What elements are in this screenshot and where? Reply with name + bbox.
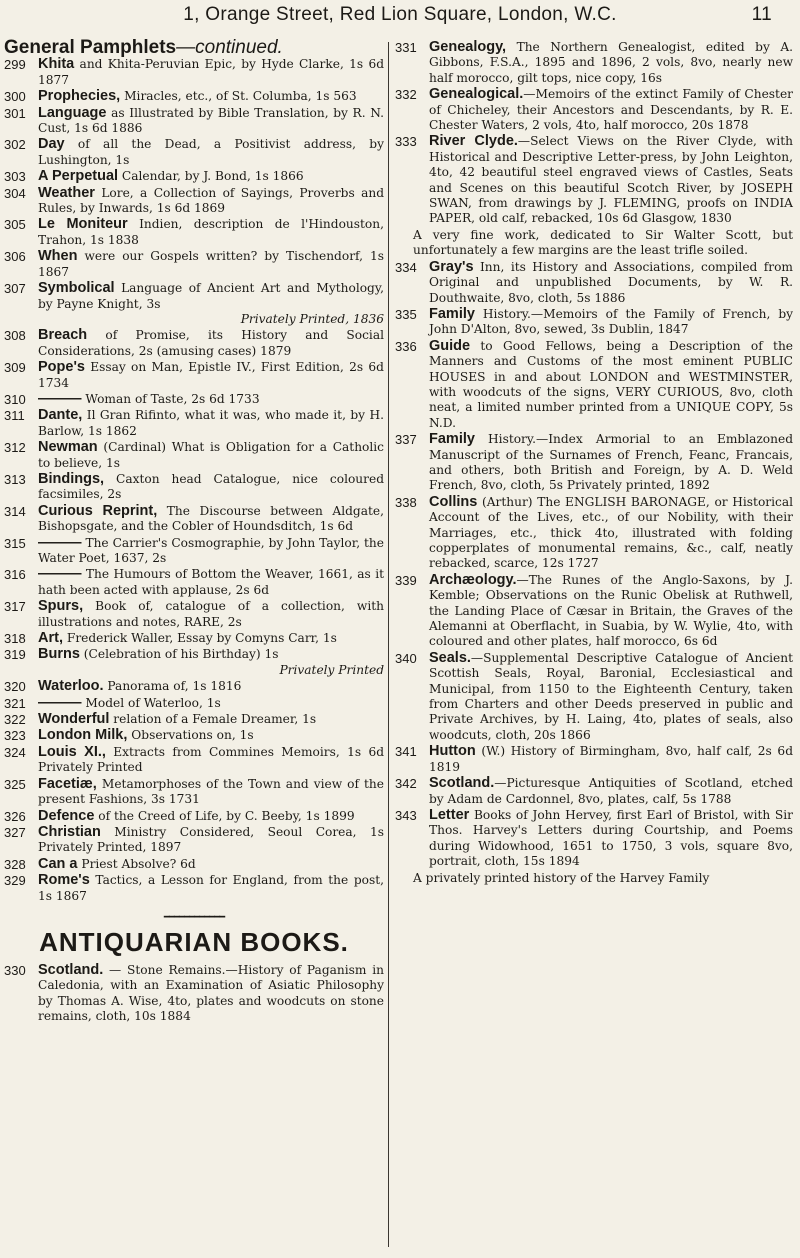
entry-text: relation of a Female Dreamer, 1s	[109, 712, 317, 727]
catalogue-entry	[395, 808, 793, 870]
entry-number: 326	[4, 808, 26, 824]
entry-text: Priest Absolve? 6d	[77, 856, 196, 871]
catalogue-entry	[395, 776, 793, 807]
entry-keyword: Facetiæ,	[38, 775, 97, 792]
entry-number: 320	[4, 679, 26, 695]
catalogue-entry	[4, 647, 384, 678]
entry-imprint: Privately Printed, 1836	[240, 311, 384, 326]
entry-text: of all the Dead, a Positivist address, by Lushington, 1s	[38, 137, 384, 167]
entry-keyword: Defence	[38, 807, 95, 824]
entry-text: Miracles, etc., of St. Columba, 1s 563	[120, 89, 357, 104]
catalogue-entry	[395, 744, 793, 775]
entry-keyword: Seals.	[429, 649, 471, 666]
entry-number: 310	[4, 391, 26, 407]
catalogue-entry	[395, 495, 793, 572]
entry-keyword: Curious Reprint,	[38, 502, 158, 519]
entry-keyword: Guide	[429, 337, 471, 354]
entry-number: 332	[395, 87, 417, 103]
catalogue-entry	[395, 432, 793, 494]
entry-keyword: Genealogy,	[429, 39, 507, 55]
catalogue-entry	[395, 651, 793, 743]
entry-text: Panorama of, 1s 1816	[103, 679, 242, 694]
entry-text: (Arthur) The ENGLISH BARONAGE, or Historical Account of the Lives, etc., of our Nobility, with their Marriages, etc., thick 4to, illustrated with folding copperplates of monumental remains, &c., calf, neatly rebacked, scarce, 12s 1727	[429, 494, 793, 571]
entry-text: History.—Index Armorial to an Emblazoned Manuscript of the Surnames of French, Feanc, Francais, and others, both British and Foreign, by A. D. Weld French, 8vo, cloth, 5s Privately printed, 1892	[429, 432, 793, 493]
entry-number: 309	[4, 360, 26, 376]
catalogue-note: A privately printed history of the Harvey Family	[413, 870, 710, 885]
entry-keyword: Family	[429, 431, 475, 448]
entry-number: 319	[4, 647, 26, 663]
section-heading-title: General Pamphlets	[4, 37, 177, 58]
entry-text: Metamorphoses of the Town and view of the present Fashions, 3s 1731	[38, 776, 384, 807]
entry-keyword: Christian	[38, 823, 101, 840]
entry-number: 324	[4, 744, 26, 760]
catalogue-entry	[4, 440, 384, 471]
catalogue-entry	[4, 873, 384, 904]
entry-keyword: Le Moniteur	[38, 216, 128, 233]
entry-keyword: Scotland.	[429, 775, 495, 792]
entry-text: Woman of Taste, 2s 6d 1733	[81, 391, 260, 406]
entry-keyword: ———	[38, 566, 82, 583]
entry-number: 340	[395, 650, 417, 666]
entry-number: 331	[395, 40, 417, 55]
catalogue-entry	[4, 599, 384, 630]
entry-keyword: London Milk,	[38, 727, 128, 744]
entry-keyword: Khita	[38, 56, 75, 73]
entry-keyword: Letter	[429, 806, 470, 823]
entry-keyword: Wonderful	[38, 711, 110, 728]
entry-text: Caxton head Catalogue, nice coloured facsimiles, 2s	[38, 471, 384, 502]
entry-keyword: ———	[38, 534, 82, 551]
catalogue-entry	[395, 260, 793, 306]
entry-text: (Celebration of his Birthday) 1s	[79, 647, 279, 662]
entry-number: 312	[4, 440, 26, 456]
catalogue-entry	[4, 360, 384, 391]
entry-text: — Stone Remains.—History of Paganism in Caledonia, with an Examination of Asiatic Philosophy by Thomas A. Wise, 4to, plates and woodcuts on stone remains, cloth, 10s 1884	[38, 962, 384, 1023]
entry-number: 339	[395, 572, 417, 588]
entry-keyword: Rome's	[38, 872, 90, 889]
entry-number: 308	[4, 328, 26, 344]
entry-number: 304	[4, 185, 26, 201]
entry-text: Essay on Man, Epistle IV., First Edition, 2s 6d 1734	[38, 360, 384, 390]
entry-text: History.—Memoirs of the Family of French, by John D'Alton, 8vo, sewed, 3s Dublin, 1847	[429, 306, 793, 337]
entry-keyword: Scotland.	[38, 961, 104, 978]
catalogue-entry	[4, 137, 384, 168]
page-header	[0, 4, 800, 26]
entry-keyword: Language	[38, 104, 107, 121]
catalogue-entry	[4, 809, 384, 824]
entry-text: Frederick Waller, Essay by Comyns Carr, 1s	[62, 631, 337, 646]
entry-keyword: When	[38, 248, 78, 265]
entry-number: 343	[395, 807, 417, 823]
entry-keyword: Breach	[38, 327, 88, 344]
catalogue-entry	[4, 249, 384, 280]
catalogue-entry	[4, 696, 384, 711]
entry-keyword: Family	[429, 305, 475, 322]
entry-text: The Carrier's Cosmographie, by John Taylor, the Water Poet, 1637, 2s	[38, 535, 384, 565]
catalogue-entry	[4, 106, 384, 137]
section-heading-continued: —continued.	[176, 37, 283, 58]
entry-number: 337	[395, 432, 417, 448]
entry-imprint: Privately Printed	[279, 662, 384, 677]
catalogue-entry	[4, 857, 384, 872]
entry-text: of the Creed of Life, by C. Beeby, 1s 1899	[94, 808, 355, 823]
entry-keyword: Collins	[429, 493, 478, 510]
entry-text: Observations on, 1s	[127, 728, 254, 743]
entry-number: 316	[4, 567, 26, 583]
entry-text: Calendar, by J. Bond, 1s 1866	[118, 169, 304, 184]
entry-text: —Select Views on the River Clyde, with Historical and Descriptive Letter-press, by John Leighton, 4to, 42 beautiful steel engraved views of Castles, Seats and Scenes on this beautiful Scotch River, by JOSEPH SWAN, from drawings by J. FLEMING, proofs on INDIA PAPER, old calf, rebacked, 10s 6d Glasgow, 1830	[429, 134, 793, 226]
entry-number: 306	[4, 249, 26, 265]
section-ornament: ━━━━━━━━━━━━	[163, 911, 225, 923]
entry-text: Model of Waterloo, 1s	[81, 695, 221, 710]
catalogue-entry	[4, 745, 384, 776]
catalogue-entry	[4, 392, 384, 407]
entry-text: Ministry Considered, Seoul Corea, 1s Privately Printed, 1897	[38, 824, 384, 855]
entry-text: —Memoirs of the extinct Family of Chester of Chicheley, their Ancestors and Descendants, by R. E. Chester Waters, 2 vols, 4to, half morocco, 20s 1878	[429, 87, 793, 133]
entry-number: 327	[4, 824, 26, 840]
entry-number: 315	[4, 535, 26, 551]
entry-text: Language of Ancient Art and Mythology, by Payne Knight, 3s	[38, 281, 384, 311]
entry-keyword: Weather	[38, 184, 95, 201]
catalogue-entry	[395, 339, 793, 431]
entry-number: 318	[4, 631, 26, 647]
entry-keyword: Newman	[38, 439, 98, 456]
entry-keyword: Gray's	[429, 258, 474, 275]
entry-keyword: Symbolical	[38, 280, 115, 297]
entry-keyword: Bindings,	[38, 470, 105, 487]
catalogue-list-right	[395, 40, 793, 886]
left-column	[4, 37, 384, 1025]
catalogue-entry	[395, 307, 793, 338]
entry-number: 321	[4, 695, 26, 711]
entry-number: 342	[395, 776, 417, 792]
entry-number: 336	[395, 338, 417, 354]
entry-text: Tactics, a Lesson for England, from the post, 1s 1867	[38, 873, 384, 903]
entry-text: Books of John Hervey, first Earl of Bristol, with Sir Thos. Harvey's Letters during Courtship, and Poems during Widowhood, 1651 to 1750, 3 vols, square 8vo, portrait, cloth, 15s 1894	[429, 807, 793, 869]
entry-text: —Picturesque Antiquities of Scotland, etched by Adam de Cardonnel, 8vo, plates, calf, 5s 1788	[429, 776, 793, 806]
entry-text: The Discourse between Aldgate, Bishopsgate, and the Cobler of Houndsditch, 1s 6d	[38, 503, 384, 534]
entry-number: 311	[4, 408, 25, 424]
catalogue-entry	[4, 631, 384, 646]
entry-keyword: Can a	[38, 855, 78, 872]
entry-text: Indien, description de l'Hindouston, Trahon, 1s 1838	[38, 217, 384, 247]
entry-number: 325	[4, 776, 26, 792]
entry-keyword: Genealogical.	[429, 86, 524, 103]
entry-number: 305	[4, 217, 26, 233]
catalogue-entry	[4, 536, 384, 567]
entry-text: of Promise, its History and Social Considerations, 2s (amusing cases) 1879	[38, 328, 384, 358]
entry-number: 341	[395, 744, 417, 760]
entry-text: Il Gran Rifinto, what it was, who made it, by H. Barlow, 1s 1862	[38, 408, 384, 438]
entry-number: 317	[4, 599, 26, 615]
catalogue-entry	[395, 134, 793, 226]
entry-number: 335	[395, 306, 417, 322]
entry-number: 300	[4, 89, 26, 105]
catalogue-entry	[4, 186, 384, 217]
entry-keyword: Spurs,	[38, 598, 84, 615]
catalogue-entry	[395, 87, 793, 133]
entry-text: Book of, catalogue of a collection, with illustrations and notes, RARE, 2s	[38, 599, 384, 629]
entry-text: (W.) History of Birmingham, 8vo, half calf, 2s 6d 1819	[429, 744, 793, 774]
entry-keyword: River Clyde.	[429, 133, 518, 150]
entry-number: 330	[4, 962, 26, 978]
entry-text: and Khita-Peruvian Epic, by Hyde Clarke, 1s 6d 1877	[38, 57, 384, 87]
column-divider	[388, 42, 389, 1247]
entry-text: Inn, its History and Associations, compiled from Original and unpublished Documents, by W. R. Douthwaite, 8vo, cloth, 5s 1886	[429, 259, 793, 305]
catalogue-entry	[4, 963, 384, 1025]
entry-keyword: A Perpetual	[38, 168, 119, 185]
catalogue-entry	[4, 679, 384, 694]
entry-number: 299	[4, 57, 26, 73]
entry-text: Extracts from Commines Memoirs, 1s 6d Privately Printed	[38, 744, 384, 775]
entry-keyword: Waterloo.	[38, 678, 104, 695]
section-heading-general-pamphlets	[4, 37, 384, 58]
section-title-antiquarian: ANTIQUARIAN BOOKS.	[39, 927, 349, 958]
catalogue-entry	[4, 728, 384, 743]
entry-text: —The Runes of the Anglo-Saxons, by J. Kemble; Observations on the Runic Obelisk at Ruthwell, the Landing Place of Cæsar in Britain, the Graves of the Alemanni at Oberflacht, in Suabia, by W. Wylie, 4to, with coloured and other plates, half morocco, 6s 6d	[429, 572, 793, 649]
entry-number: 322	[4, 712, 26, 728]
entry-keyword: Art,	[38, 630, 63, 647]
entry-number: 307	[4, 281, 26, 297]
catalogue-entry	[4, 825, 384, 856]
catalogue-entry	[4, 89, 384, 104]
entry-text: —Supplemental Descriptive Catalogue of Ancient Scottish Seals, Royal, Baronial, Ecclesiastical and Municipal, from 1150 to the Eighteenth Century, taken from Charters and other Deeds preserved in public and Private Archives, by H. Laing, 4to, plates of seals, also woodcuts, cloth, 20s 1866	[429, 650, 793, 742]
catalogue-list-general	[4, 57, 384, 904]
entry-number: 301	[4, 105, 26, 121]
page-number: 11	[751, 4, 772, 25]
catalogue-note: A very fine work, dedicated to Sir Walter Scott, but unfortunately a few margins are the least trifle soiled.	[413, 227, 793, 258]
entry-number: 323	[4, 728, 26, 744]
catalogue-entry	[4, 777, 384, 808]
entry-text: The Northern Genealogist, edited by A. Gibbons, F.S.A., 1895 and 1896, 2 vols, 8vo, nearly new half morocco, gilt tops, nice copy, 16s	[429, 40, 793, 85]
catalogue-entry	[4, 567, 384, 598]
entry-keyword: Archæology.	[429, 571, 517, 588]
entry-number: 303	[4, 169, 26, 185]
entry-keyword: Dante,	[38, 407, 83, 424]
entry-keyword: Hutton	[429, 743, 476, 760]
entry-keyword: Burns	[38, 646, 80, 663]
catalogue-entry	[4, 217, 384, 248]
entry-keyword: Day	[38, 136, 65, 153]
entry-text: to Good Fellows, being a Description of the Manners and Customs of the most eminent PUBLIC HOUSES in and about LONDON and WESTMINSTER, with woodcuts of the signs, VERY CURIOUS, 8vo, cloth neat, a limited number printed from a UNIQUE COPY, 5s N.D.	[429, 338, 793, 430]
entry-number: 314	[4, 503, 26, 519]
entry-number: 333	[395, 134, 417, 150]
entry-keyword: Prophecies,	[38, 88, 121, 105]
catalogue-entry	[4, 57, 384, 88]
entry-number: 302	[4, 137, 26, 153]
catalogue-entry	[4, 328, 384, 359]
entry-text: were our Gospels written? by Tischendorf, 1s 1867	[38, 249, 384, 279]
catalogue-entry	[395, 40, 793, 86]
header-address: 1, Orange Street, Red Lion Square, London, W.C.	[183, 4, 617, 25]
entry-text: as Illustrated by Bible Translation, by R. N. Cust, 1s 6d 1886	[38, 105, 384, 136]
catalogue-entry	[4, 504, 384, 535]
catalogue-entry	[4, 472, 384, 503]
entry-number: 328	[4, 856, 26, 872]
entry-text: The Humours of Bottom the Weaver, 1661, as it hath been acted with applause, 2s 6d	[38, 567, 384, 597]
catalogue-entry	[4, 712, 384, 727]
entry-keyword: ———	[38, 694, 82, 711]
entry-keyword: Pope's	[38, 359, 85, 376]
catalogue-entry	[4, 281, 384, 327]
entry-keyword: Louis XI.,	[38, 743, 106, 760]
entry-keyword: ———	[38, 390, 82, 407]
entry-text: (Cardinal) What is Obligation for a Catholic to believe, 1s	[38, 440, 384, 470]
entry-number: 338	[395, 494, 417, 510]
catalogue-entry	[4, 408, 384, 439]
catalogue-entry	[4, 169, 384, 184]
entry-number: 329	[4, 873, 26, 889]
right-column	[395, 40, 793, 887]
catalogue-list-antiquarian	[4, 963, 384, 1025]
entry-text: Lore, a Collection of Sayings, Proverbs and Rules, by Inwards, 1s 6d 1869	[38, 185, 384, 216]
catalogue-entry	[395, 573, 793, 650]
entry-number: 313	[4, 471, 26, 487]
entry-number: 334	[395, 259, 417, 275]
